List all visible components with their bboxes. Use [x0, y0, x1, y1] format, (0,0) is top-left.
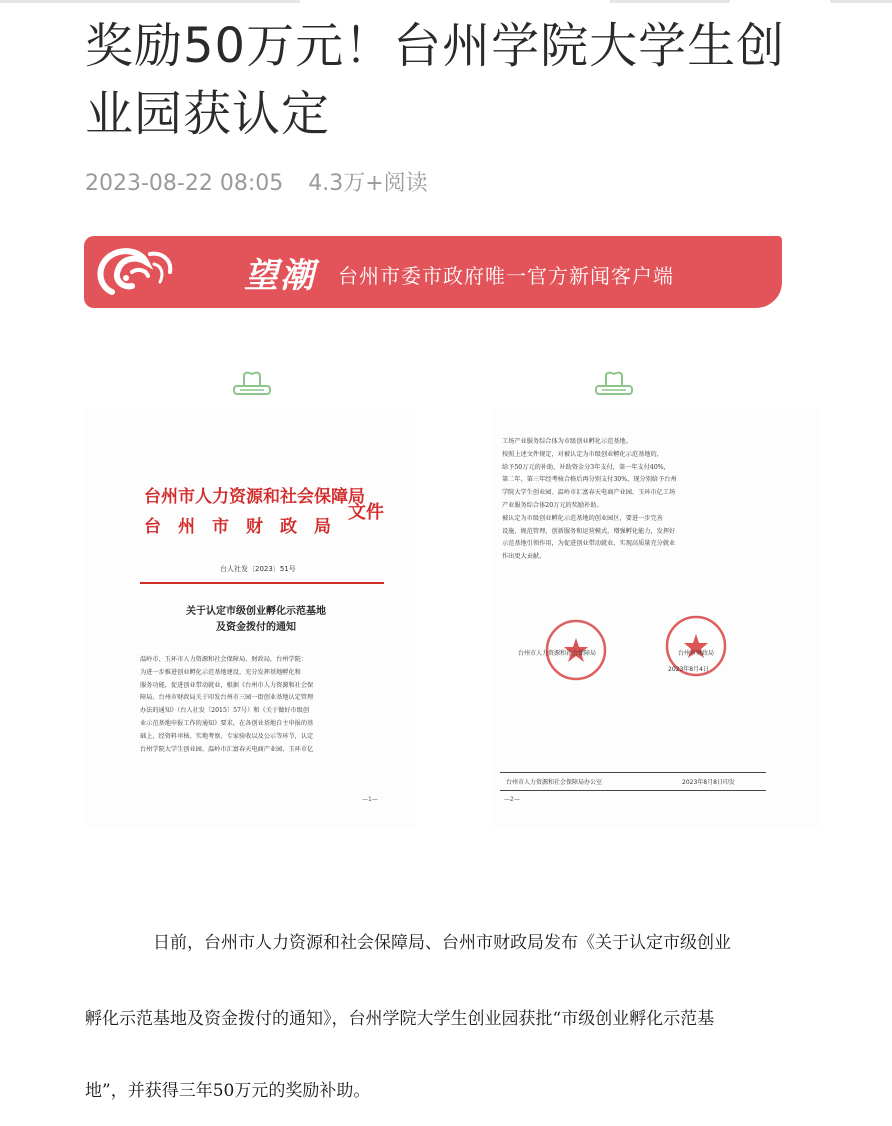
paragraph-line: 日前，台州市人力资源和社会保障局、台州市财政局发布《关于认定市级创业	[153, 933, 731, 953]
wave-logo-icon	[92, 242, 182, 302]
seal-org-1: 台州市人力资源和社会保障局	[518, 650, 597, 657]
page-number: —1—	[362, 796, 378, 803]
clip-icon	[594, 370, 634, 396]
notice-title-line: 及资金拨付的通知	[216, 622, 296, 633]
document-page-1	[86, 408, 416, 828]
doc-word: 文件	[348, 502, 384, 523]
page-2-body: 工场产业服务综合体为市级创业孵化示范基地。 按照上述文件规定，对被认定为市级创业孵化示范基地的， 给予50万元的补助，补助资金分3年支付，第一年支付40%， 第二年、第三年经考核合格后再分别支付30%，现分别给予台州 学院大学生创业园、温岭市汇富春天电商产业园、玉环市亿工场 产业服务综合体20万元的奖励补助。 被认定为市级创业孵化示范基地的创业园区，要进一步完善 设施，规范管理，创新服务和运营模式，增强孵化能力，发挥好 示范基地引领作用，为促进创业带动就业、实现高质量充分就业 作出更大贡献。	[502, 438, 677, 561]
issuer-line-2: 台州市财政局	[144, 517, 348, 537]
page-number: —2—	[504, 796, 520, 803]
document-image	[84, 352, 782, 844]
page-1-body: 温岭市、玉环市人力资源和社会保障局、财政局，台州学院： 为进一步推进创业孵化示范基地建设，充分发挥基地孵化和 服务功能，促进创业带动就业，根据《台州市人力资源和社会保 障局、台州市财政局关于印发台州市三园一街创业基地认定管理 办法的通知》（台人社发〔2015〕57号）和《关于做好市级创 业示范基地申报工作的通知》要求，在各创业基地自主申报的基 础上，经资料审核、实地考察、专家验收以及公示等环节，认定 台州学院大学生创业园、温岭市汇富春天电商产业园、玉环市亿	[140, 656, 314, 753]
doc-number: 台人社发〔2023〕51号	[220, 565, 296, 573]
notice-title-line: 关于认定市级创业孵化示范基地	[186, 606, 326, 617]
read-count: 4.3万+阅读	[308, 171, 428, 196]
issuer-line-1: 台州市人力资源和社会保障局	[144, 487, 365, 507]
banner-brand: 望潮	[244, 256, 316, 296]
footer-rule	[500, 772, 766, 773]
top-divider	[0, 0, 892, 6]
document-page-2	[492, 408, 822, 828]
article-title: 奖励50万元！台州学院大学生创业园获认定	[85, 18, 786, 142]
clip-icon	[232, 370, 272, 396]
banner-slogan: 台州市委市政府唯一官方新闻客户端	[338, 264, 674, 288]
footer-office: 台州市人力资源和社会保障局办公室	[506, 779, 603, 786]
footer-rule	[500, 790, 766, 791]
app-banner[interactable]	[84, 236, 782, 308]
paragraph-line: 地”，并获得三年50万元的奖励补助。	[85, 1081, 371, 1101]
notice-title	[146, 604, 366, 636]
article-meta	[85, 166, 446, 197]
seal-org-2: 台州市财政局	[678, 650, 715, 657]
footer-date: 2023年8月8日印发	[682, 779, 735, 786]
paragraph-line: 孵化示范基地及资金拨付的通知》，台州学院大学生创业园获批“市级创业孵化示范基	[85, 1009, 715, 1029]
publish-date: 2023-08-22 08:05	[85, 171, 284, 196]
red-divider	[140, 582, 384, 584]
seal-date: 2023年8月4日	[668, 666, 709, 673]
